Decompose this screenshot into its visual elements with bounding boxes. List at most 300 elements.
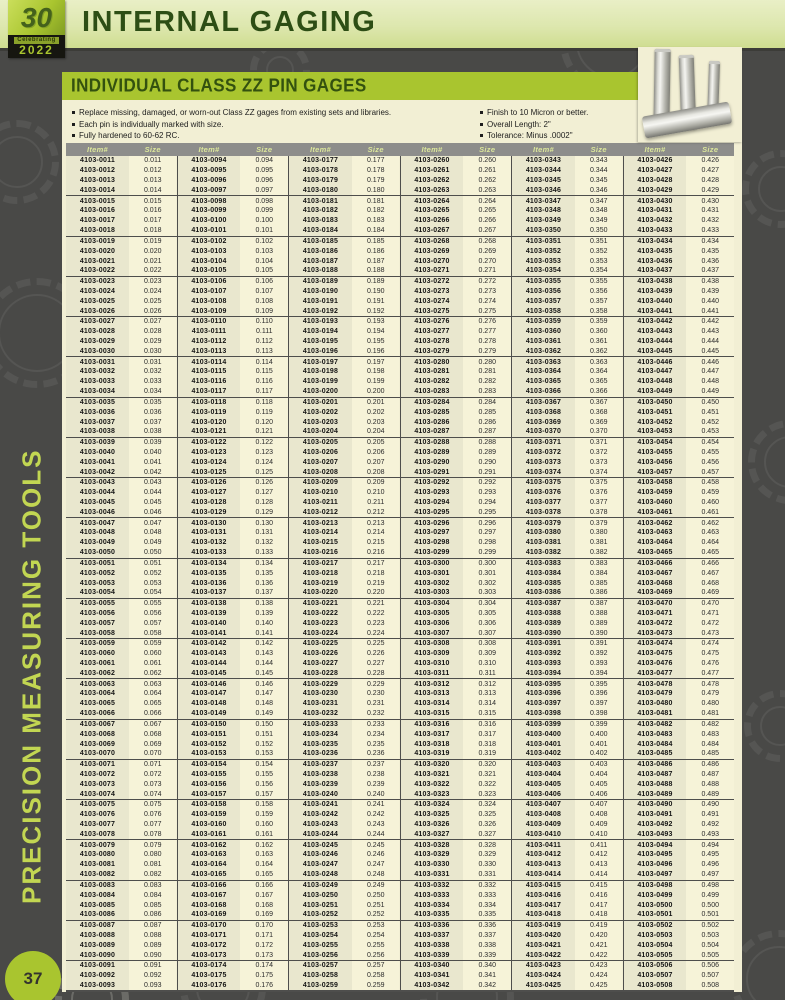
size-cell: 0.163 [240, 850, 288, 860]
size-cell: 0.364 [575, 367, 623, 377]
table-row [624, 659, 735, 669]
item-cell: 4103-0037 [66, 417, 129, 427]
table-row [289, 448, 400, 458]
size-cell: 0.162 [240, 840, 288, 850]
item-cell: 4103-0035 [66, 398, 129, 408]
size-cell: 0.506 [686, 961, 734, 971]
item-cell: 4103-0076 [66, 810, 129, 820]
item-cell: 4103-0114 [178, 357, 241, 367]
size-column-header: Size [144, 145, 161, 154]
item-cell: 4103-0218 [289, 568, 352, 578]
table-row [289, 971, 400, 981]
item-cell: 4103-0240 [289, 789, 352, 799]
item-cell: 4103-0500 [624, 900, 687, 910]
table-row [289, 558, 400, 569]
size-cell: 0.246 [352, 850, 400, 860]
table-row [289, 488, 400, 498]
table-row [178, 356, 289, 367]
table-row [289, 427, 400, 437]
size-cell: 0.500 [686, 900, 734, 910]
table-row [66, 971, 177, 981]
table-row [512, 457, 623, 467]
table-row [624, 397, 735, 408]
size-cell: 0.108 [240, 296, 288, 306]
table-row [66, 316, 177, 327]
table-row [178, 488, 289, 498]
item-cell: 4103-0401 [512, 739, 575, 749]
table-row [401, 709, 512, 719]
item-cell: 4103-0178 [289, 166, 352, 176]
table-row [624, 699, 735, 709]
item-cell: 4103-0235 [289, 739, 352, 749]
size-cell: 0.410 [575, 829, 623, 839]
item-cell: 4103-0292 [401, 478, 464, 488]
item-cell: 4103-0129 [178, 507, 241, 517]
table-row [178, 628, 289, 638]
table-row [512, 256, 623, 266]
table-row [289, 407, 400, 417]
size-cell: 0.195 [352, 337, 400, 347]
table-row [624, 287, 735, 297]
size-cell: 0.289 [463, 448, 511, 458]
item-cell: 4103-0188 [289, 266, 352, 276]
size-cell: 0.492 [686, 820, 734, 830]
size-cell: 0.040 [129, 448, 177, 458]
size-cell: 0.490 [686, 800, 734, 810]
size-cell: 0.405 [575, 779, 623, 789]
size-cell: 0.071 [129, 760, 177, 770]
table-row [289, 367, 400, 377]
item-cell: 4103-0154 [178, 760, 241, 770]
table-row [401, 870, 512, 880]
size-cell: 0.365 [575, 377, 623, 387]
table-row [66, 236, 177, 247]
size-cell: 0.385 [575, 578, 623, 588]
item-cell: 4103-0340 [401, 961, 464, 971]
size-cell: 0.224 [352, 628, 400, 638]
item-cell: 4103-0439 [624, 287, 687, 297]
size-cell: 0.322 [463, 779, 511, 789]
size-cell: 0.067 [129, 720, 177, 730]
table-row [624, 920, 735, 931]
size-cell: 0.271 [463, 266, 511, 276]
item-cell: 4103-0018 [66, 226, 129, 236]
table-row [624, 457, 735, 467]
item-cell: 4103-0248 [289, 870, 352, 880]
item-cell: 4103-0419 [512, 921, 575, 931]
item-cell: 4103-0422 [512, 950, 575, 960]
table-row [512, 649, 623, 659]
size-cell: 0.359 [575, 317, 623, 327]
table-row [66, 457, 177, 467]
table-row [289, 799, 400, 810]
bullet-text: Finish to 10 Micron or better. [487, 108, 589, 117]
size-cell: 0.168 [240, 900, 288, 910]
item-cell: 4103-0276 [401, 317, 464, 327]
item-cell: 4103-0307 [401, 628, 464, 638]
bullet-text: Fully hardened to 60-62 RC. [79, 131, 180, 140]
page-number-badge: 37 [5, 951, 61, 1000]
table-row [66, 860, 177, 870]
table-row [512, 779, 623, 789]
table-row [512, 689, 623, 699]
item-cell: 4103-0015 [66, 196, 129, 206]
item-cell: 4103-0161 [178, 829, 241, 839]
table-row [624, 467, 735, 477]
table-row [289, 609, 400, 619]
item-cell: 4103-0425 [512, 981, 575, 991]
size-cell: 0.462 [686, 518, 734, 528]
table-row [624, 488, 735, 498]
table-row [401, 548, 512, 558]
table-column-pair [511, 156, 623, 990]
item-cell: 4103-0426 [624, 156, 687, 166]
size-cell: 0.386 [575, 588, 623, 598]
size-cell: 0.475 [686, 649, 734, 659]
table-row [512, 940, 623, 950]
table-row [289, 387, 400, 397]
item-cell: 4103-0080 [66, 850, 129, 860]
item-cell: 4103-0250 [289, 890, 352, 900]
table-row [178, 960, 289, 971]
item-cell: 4103-0384 [512, 568, 575, 578]
item-cell: 4103-0506 [624, 961, 687, 971]
table-row [66, 417, 177, 427]
table-row [66, 638, 177, 649]
table-row [178, 266, 289, 276]
item-cell: 4103-0479 [624, 689, 687, 699]
table-row [512, 195, 623, 206]
table-row [66, 517, 177, 528]
item-cell: 4103-0083 [66, 881, 129, 891]
item-cell: 4103-0362 [512, 346, 575, 356]
size-cell: 0.316 [463, 720, 511, 730]
size-cell: 0.267 [463, 226, 511, 236]
table-row [66, 810, 177, 820]
size-cell: 0.074 [129, 789, 177, 799]
size-cell: 0.166 [240, 881, 288, 891]
size-cell: 0.307 [463, 628, 511, 638]
item-cell: 4103-0137 [178, 588, 241, 598]
table-row [401, 176, 512, 186]
item-cell: 4103-0211 [289, 498, 352, 508]
size-cell: 0.093 [129, 981, 177, 991]
size-cell: 0.198 [352, 367, 400, 377]
size-cell: 0.358 [575, 306, 623, 316]
item-cell: 4103-0372 [512, 448, 575, 458]
size-cell: 0.075 [129, 800, 177, 810]
size-cell: 0.191 [352, 296, 400, 306]
size-cell: 0.053 [129, 578, 177, 588]
table-row [289, 216, 400, 226]
table-row [624, 860, 735, 870]
size-cell: 0.407 [575, 800, 623, 810]
item-cell: 4103-0062 [66, 668, 129, 678]
table-row [289, 437, 400, 448]
table-row [624, 166, 735, 176]
item-cell: 4103-0388 [512, 609, 575, 619]
size-cell: 0.119 [240, 407, 288, 417]
table-header-pair [288, 143, 400, 156]
item-cell: 4103-0433 [624, 226, 687, 236]
size-cell: 0.047 [129, 518, 177, 528]
item-cell: 4103-0088 [66, 931, 129, 941]
table-row [66, 709, 177, 719]
item-cell: 4103-0428 [624, 176, 687, 186]
item-cell: 4103-0483 [624, 729, 687, 739]
item-cell: 4103-0364 [512, 367, 575, 377]
item-cell: 4103-0041 [66, 457, 129, 467]
size-cell: 0.495 [686, 850, 734, 860]
size-cell: 0.046 [129, 507, 177, 517]
item-cell: 4103-0190 [289, 287, 352, 297]
table-row [178, 910, 289, 920]
item-cell: 4103-0455 [624, 448, 687, 458]
size-cell: 0.265 [463, 206, 511, 216]
table-row [66, 598, 177, 609]
item-cell: 4103-0345 [512, 176, 575, 186]
item-cell: 4103-0167 [178, 890, 241, 900]
item-cell: 4103-0249 [289, 881, 352, 891]
item-cell: 4103-0118 [178, 398, 241, 408]
item-cell: 4103-0020 [66, 246, 129, 256]
size-cell: 0.106 [240, 277, 288, 287]
size-cell: 0.298 [463, 538, 511, 548]
size-cell: 0.269 [463, 246, 511, 256]
item-cell: 4103-0280 [401, 357, 464, 367]
size-cell: 0.015 [129, 196, 177, 206]
item-cell: 4103-0098 [178, 196, 241, 206]
size-cell: 0.227 [352, 659, 400, 669]
item-cell: 4103-0281 [401, 367, 464, 377]
item-cell: 4103-0312 [401, 679, 464, 689]
table-row [512, 407, 623, 417]
size-cell: 0.257 [352, 961, 400, 971]
table-row [512, 810, 623, 820]
item-cell: 4103-0333 [401, 890, 464, 900]
table-row [624, 719, 735, 730]
size-cell: 0.081 [129, 860, 177, 870]
item-cell: 4103-0173 [178, 950, 241, 960]
item-cell: 4103-0306 [401, 618, 464, 628]
table-row [401, 779, 512, 789]
bullet-square-icon [72, 134, 75, 137]
table-row [289, 548, 400, 558]
item-cell: 4103-0105 [178, 266, 241, 276]
size-cell: 0.072 [129, 770, 177, 780]
size-cell: 0.181 [352, 196, 400, 206]
size-cell: 0.051 [129, 559, 177, 569]
table-row [401, 427, 512, 437]
item-cell: 4103-0508 [624, 981, 687, 991]
item-cell: 4103-0054 [66, 588, 129, 598]
item-cell: 4103-0289 [401, 448, 464, 458]
size-cell: 0.068 [129, 729, 177, 739]
item-cell: 4103-0300 [401, 559, 464, 569]
table-row [401, 558, 512, 569]
item-cell: 4103-0074 [66, 789, 129, 799]
size-cell: 0.147 [240, 689, 288, 699]
table-row [178, 890, 289, 900]
table-row [401, 981, 512, 991]
table-row [624, 649, 735, 659]
item-cell: 4103-0199 [289, 377, 352, 387]
size-cell: 0.084 [129, 890, 177, 900]
size-cell: 0.468 [686, 578, 734, 588]
size-cell: 0.255 [352, 940, 400, 950]
table-row [512, 759, 623, 770]
item-cell: 4103-0357 [512, 296, 575, 306]
size-cell: 0.310 [463, 659, 511, 669]
size-cell: 0.104 [240, 256, 288, 266]
table-row [66, 195, 177, 206]
size-cell: 0.069 [129, 739, 177, 749]
size-cell: 0.229 [352, 679, 400, 689]
table-row [178, 709, 289, 719]
item-cell: 4103-0449 [624, 387, 687, 397]
item-cell: 4103-0335 [401, 910, 464, 920]
table-row [512, 558, 623, 569]
item-cell: 4103-0217 [289, 559, 352, 569]
size-cell: 0.231 [352, 699, 400, 709]
table-row [401, 770, 512, 780]
item-cell: 4103-0084 [66, 890, 129, 900]
table-row [178, 649, 289, 659]
size-cell: 0.180 [352, 185, 400, 195]
table-row [624, 407, 735, 417]
table-row [289, 920, 400, 931]
table-row [401, 256, 512, 266]
table-row [178, 598, 289, 609]
size-cell: 0.039 [129, 438, 177, 448]
bullets-right [480, 107, 588, 143]
item-cell: 4103-0434 [624, 237, 687, 247]
table-row [401, 880, 512, 891]
size-cell: 0.356 [575, 287, 623, 297]
item-cell: 4103-0087 [66, 921, 129, 931]
item-cell: 4103-0393 [512, 659, 575, 669]
table-row [66, 749, 177, 759]
item-cell: 4103-0067 [66, 720, 129, 730]
size-cell: 0.504 [686, 940, 734, 950]
table-row [401, 860, 512, 870]
item-cell: 4103-0383 [512, 559, 575, 569]
table-row [66, 296, 177, 306]
size-cell: 0.245 [352, 840, 400, 850]
size-cell: 0.252 [352, 910, 400, 920]
item-column-header: Item# [198, 145, 220, 154]
item-cell: 4103-0182 [289, 206, 352, 216]
size-cell: 0.438 [686, 277, 734, 287]
size-cell: 0.225 [352, 639, 400, 649]
item-cell: 4103-0162 [178, 840, 241, 850]
size-cell: 0.169 [240, 910, 288, 920]
item-cell: 4103-0395 [512, 679, 575, 689]
size-cell: 0.368 [575, 407, 623, 417]
table-row [624, 346, 735, 356]
item-cell: 4103-0072 [66, 770, 129, 780]
item-cell: 4103-0158 [178, 800, 241, 810]
item-column-header: Item# [309, 145, 332, 154]
item-cell: 4103-0194 [289, 327, 352, 337]
table-row [624, 578, 735, 588]
item-cell: 4103-0432 [624, 216, 687, 226]
item-cell: 4103-0400 [512, 729, 575, 739]
table-row [66, 779, 177, 789]
table-row [401, 699, 512, 709]
item-cell: 4103-0011 [66, 156, 129, 166]
table-row [289, 457, 400, 467]
item-cell: 4103-0424 [512, 971, 575, 981]
size-cell: 0.024 [129, 287, 177, 297]
item-cell: 4103-0255 [289, 940, 352, 950]
size-cell: 0.023 [129, 277, 177, 287]
size-cell: 0.285 [463, 407, 511, 417]
table-row [66, 337, 177, 347]
table-row [178, 216, 289, 226]
item-cell: 4103-0219 [289, 578, 352, 588]
item-cell: 4103-0181 [289, 196, 352, 206]
bullet-square-icon [480, 123, 483, 126]
item-cell: 4103-0417 [512, 900, 575, 910]
item-cell: 4103-0231 [289, 699, 352, 709]
table-row [512, 799, 623, 810]
size-cell: 0.326 [463, 820, 511, 830]
item-cell: 4103-0495 [624, 850, 687, 860]
table-row [401, 367, 512, 377]
table-row [512, 870, 623, 880]
size-cell: 0.173 [240, 950, 288, 960]
item-cell: 4103-0101 [178, 226, 241, 236]
table-row [66, 538, 177, 548]
size-cell: 0.078 [129, 829, 177, 839]
item-cell: 4103-0051 [66, 559, 129, 569]
item-cell: 4103-0390 [512, 628, 575, 638]
item-cell: 4103-0184 [289, 226, 352, 236]
item-cell: 4103-0201 [289, 398, 352, 408]
item-cell: 4103-0415 [512, 881, 575, 891]
item-cell: 4103-0229 [289, 679, 352, 689]
table-row [289, 538, 400, 548]
table-row [178, 900, 289, 910]
table-row [178, 507, 289, 517]
size-cell: 0.485 [686, 749, 734, 759]
size-cell: 0.275 [463, 306, 511, 316]
item-cell: 4103-0317 [401, 729, 464, 739]
table-row [289, 507, 400, 517]
table-row [289, 890, 400, 900]
size-cell: 0.321 [463, 770, 511, 780]
item-cell: 4103-0196 [289, 346, 352, 356]
item-cell: 4103-0112 [178, 337, 241, 347]
size-cell: 0.373 [575, 457, 623, 467]
item-cell: 4103-0160 [178, 820, 241, 830]
size-cell: 0.021 [129, 256, 177, 266]
size-cell: 0.415 [575, 881, 623, 891]
size-cell: 0.202 [352, 407, 400, 417]
item-cell: 4103-0030 [66, 346, 129, 356]
item-cell: 4103-0258 [289, 971, 352, 981]
item-cell: 4103-0347 [512, 196, 575, 206]
size-cell: 0.440 [686, 296, 734, 306]
table-row [401, 327, 512, 337]
item-cell: 4103-0102 [178, 237, 241, 247]
item-cell: 4103-0079 [66, 840, 129, 850]
item-cell: 4103-0349 [512, 216, 575, 226]
table-row [178, 316, 289, 327]
table-row [401, 971, 512, 981]
table-row [624, 749, 735, 759]
